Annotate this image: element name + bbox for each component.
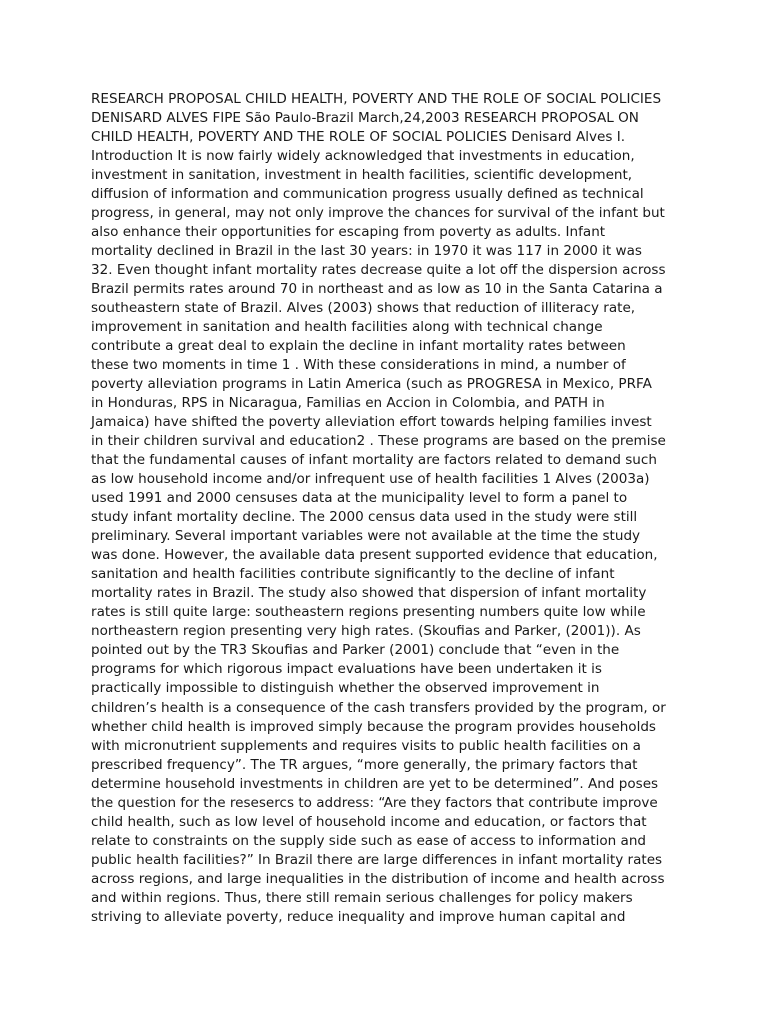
text-line: children’s health is a consequence of the cash transfers provided by the program, or	[91, 699, 666, 716]
text-line: contribute a great deal to explain the decline in infant mortality rates between	[91, 338, 626, 355]
text-line: practically impossible to distinguish whether the observed improvement in	[91, 680, 600, 697]
text-line: CHILD HEALTH, POVERTY AND THE ROLE OF SOCIAL POLICIES Denisard Alves I.	[91, 129, 626, 146]
text-line: prescribed frequency”. The TR argues, “more generally, the primary factors that	[91, 756, 638, 773]
text-line: southeastern state of Brazil. Alves (2003) shows that reduction of illiteracy rate,	[91, 300, 636, 317]
text-line: was done. However, the available data present supported evidence that education,	[91, 547, 658, 564]
text-line: preliminary. Several important variables were not available at the time the study	[91, 528, 641, 545]
text-line: with micronutrient supplements and requires visits to public health facilities on a	[91, 737, 641, 754]
text-line: striving to alleviate poverty, reduce inequality and improve human capital and	[91, 908, 626, 925]
text-line: public health facilities?” In Brazil there are large differences in infant mortality rates	[91, 851, 663, 868]
text-line: and within regions. Thus, there still remain serious challenges for policy makers	[91, 889, 633, 906]
text-line: across regions, and large inequalities in the distribution of income and health across	[91, 870, 665, 887]
text-line: determine household investments in children are yet to be determined”. And poses	[91, 775, 659, 792]
text-line: that the fundamental causes of infant mortality are factors related to demand such	[91, 452, 657, 469]
text-line: pointed out by the TR3 Skoufias and Parker (2001) conclude that “even in the	[91, 642, 620, 659]
text-line: Jamaica) have shifted the poverty alleviation effort towards helping families invest	[91, 414, 652, 431]
text-line: RESEARCH PROPOSAL CHILD HEALTH, POVERTY AND THE ROLE OF SOCIAL POLICIES	[91, 91, 662, 107]
text-line: whether child health is improved simply because the program provides households	[91, 718, 656, 735]
text-line: also enhance their opportunities for escaping from poverty as adults. Infant	[91, 224, 606, 241]
text-line: study infant mortality decline. The 2000 census data used in the study were still	[91, 509, 638, 526]
text-line: relate to constraints on the supply side such as ease of access to information and	[91, 832, 647, 849]
text-line: Introduction It is now fairly widely acknowledged that investments in education,	[91, 148, 635, 165]
text-line: progress, in general, may not only improve the chances for survival of the infant but	[91, 205, 665, 222]
text-line: used 1991 and 2000 censuses data at the municipality level to form a panel to	[91, 490, 628, 507]
text-line: the question for the resesercs to address: “Are they factors that contribute improve	[91, 794, 658, 811]
text-line: child health, such as low level of household income and education, or factors that	[91, 813, 647, 830]
text-line: as low household income and/or infrequent use of health facilities 1 Alves (2003a)	[91, 471, 650, 488]
text-line: Brazil permits rates around 70 in northeast and as low as 10 in the Santa Catarina a	[91, 281, 663, 298]
document-body	[91, 90, 691, 927]
text-line: DENISARD ALVES FIPE São Paulo-Brazil March,24,2003 RESEARCH PROPOSAL ON	[91, 110, 639, 127]
text-line: in their children survival and education2 . These programs are based on the premise	[91, 433, 666, 450]
text-line: mortality declined in Brazil in the last 30 years: in 1970 it was 117 in 2000 it was	[91, 243, 642, 260]
text-line: diffusion of information and communication progress usually defined as technical	[91, 186, 644, 203]
text-line: sanitation and health facilities contribute significantly to the decline of infant	[91, 566, 615, 583]
text-line: 32. Even thought infant mortality rates decrease quite a lot off the dispersion across	[91, 262, 666, 279]
text-line: programs for which rigorous impact evaluations have been undertaken it is	[91, 661, 602, 678]
text-line: rates is still quite large: southeastern regions presenting numbers quite low while	[91, 604, 646, 621]
text-line: these two moments in time 1 . With these considerations in mind, a number of	[91, 357, 626, 374]
text-line: northeastern region presenting very high rates. (Skoufias and Parker, (2001)). As	[91, 623, 641, 640]
text-line: poverty alleviation programs in Latin America (such as PROGRESA in Mexico, PRFA	[91, 376, 652, 393]
text-line: in Honduras, RPS in Nicaragua, Familias en Accion in Colombia, and PATH in	[91, 395, 605, 412]
text-line: investment in sanitation, investment in health facilities, scientific development,	[91, 167, 633, 184]
text-line: improvement in sanitation and health facilities along with technical change	[91, 319, 603, 336]
text-line: mortality rates in Brazil. The study also showed that dispersion of infant mortality	[91, 585, 647, 602]
